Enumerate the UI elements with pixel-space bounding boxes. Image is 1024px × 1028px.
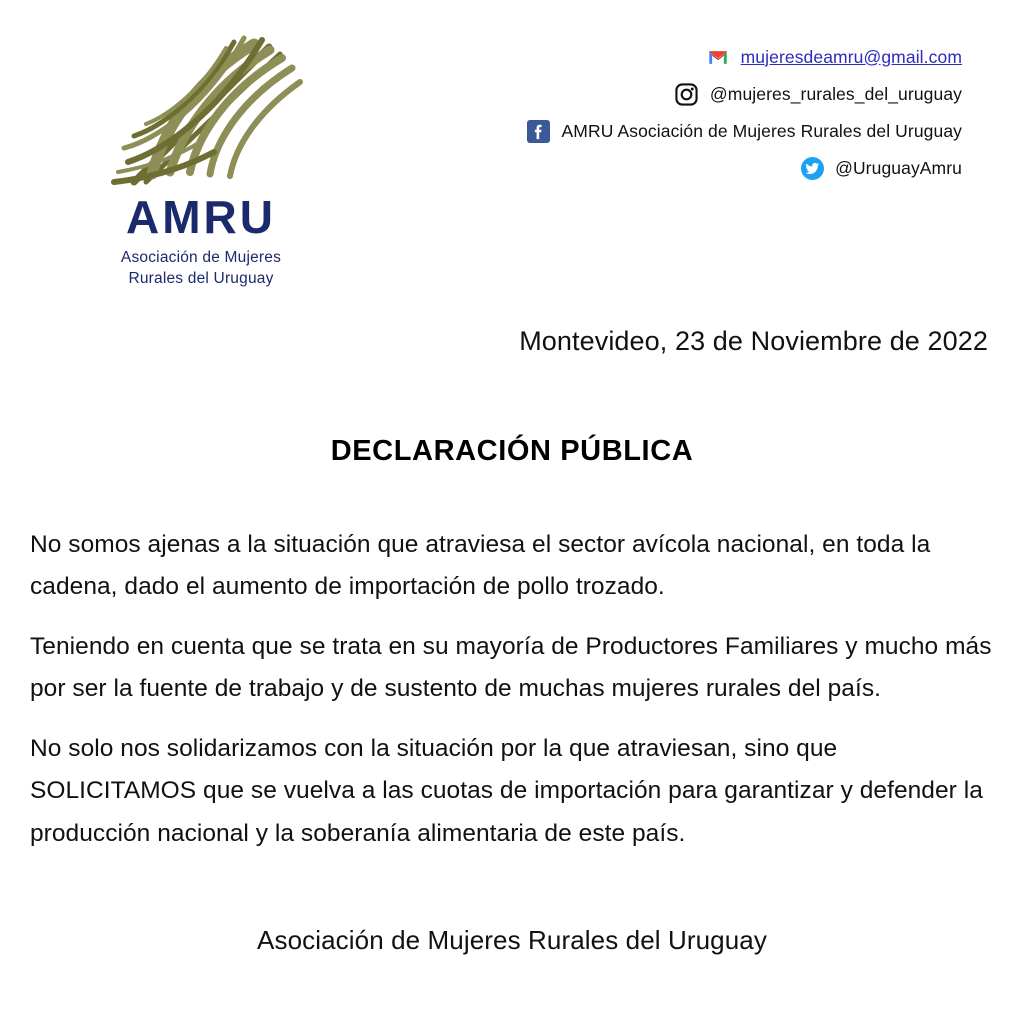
contact-email-text[interactable]: mujeresdeamru@gmail.com [740, 46, 962, 67]
signature-line: Asociación de Mujeres Rurales del Uruguay [257, 924, 767, 955]
contact-list [366, 18, 988, 192]
amru-logo [36, 18, 366, 290]
page-title: DECLARACIÓN PÚBLICA [330, 434, 694, 467]
contact-facebook[interactable] [526, 118, 962, 144]
instagram-icon [674, 81, 700, 107]
paragraph: No solo nos solidarizamos con la situación por la que atraviesan, sino que SOLICITAMOS que se vuelva a las cuotas de importación para garantizar y defender la producción nacional y la soberanía alimentaria de este país. [30, 735, 983, 847]
contact-email[interactable] [705, 44, 962, 70]
contact-twitter-text[interactable]: @UruguayAmru [835, 157, 962, 178]
document-header [0, 0, 1024, 290]
paragraph: Teniendo en cuenta que se trata en su mayoría de Productores Familiares y mucho más por ser la fuente de trabajo y de sustento de muchas mujeres rurales del país. [30, 633, 992, 703]
gmail-icon [705, 44, 731, 70]
amru-wheat-mark-icon [94, 32, 309, 192]
facebook-icon [526, 118, 552, 144]
amru-logo-subtitle-line1: Asociación de Mujeres [120, 249, 282, 266]
twitter-icon [799, 155, 825, 181]
amru-logo-subtitle [121, 248, 281, 290]
amru-logo-subtitle-line2: Rurales del Uruguay [128, 269, 274, 287]
paragraph: No somos ajenas a la situación que atraviesa el sector avícola nacional, en toda la cadena, dado el aumento de importación de pollo trozado. [30, 530, 931, 600]
amru-wordmark: AMRU [126, 191, 276, 243]
contact-instagram[interactable] [674, 81, 962, 107]
contact-instagram-text[interactable]: @mujeres_rurales_del_uruguay [709, 83, 962, 104]
contact-twitter[interactable] [799, 155, 962, 181]
document-body [0, 524, 1024, 855]
dateline: Montevideo, 23 de Noviembre de 2022 [519, 325, 988, 356]
contact-facebook-text[interactable]: AMRU Asociación de Mujeres Rurales del Uruguay [561, 120, 962, 141]
